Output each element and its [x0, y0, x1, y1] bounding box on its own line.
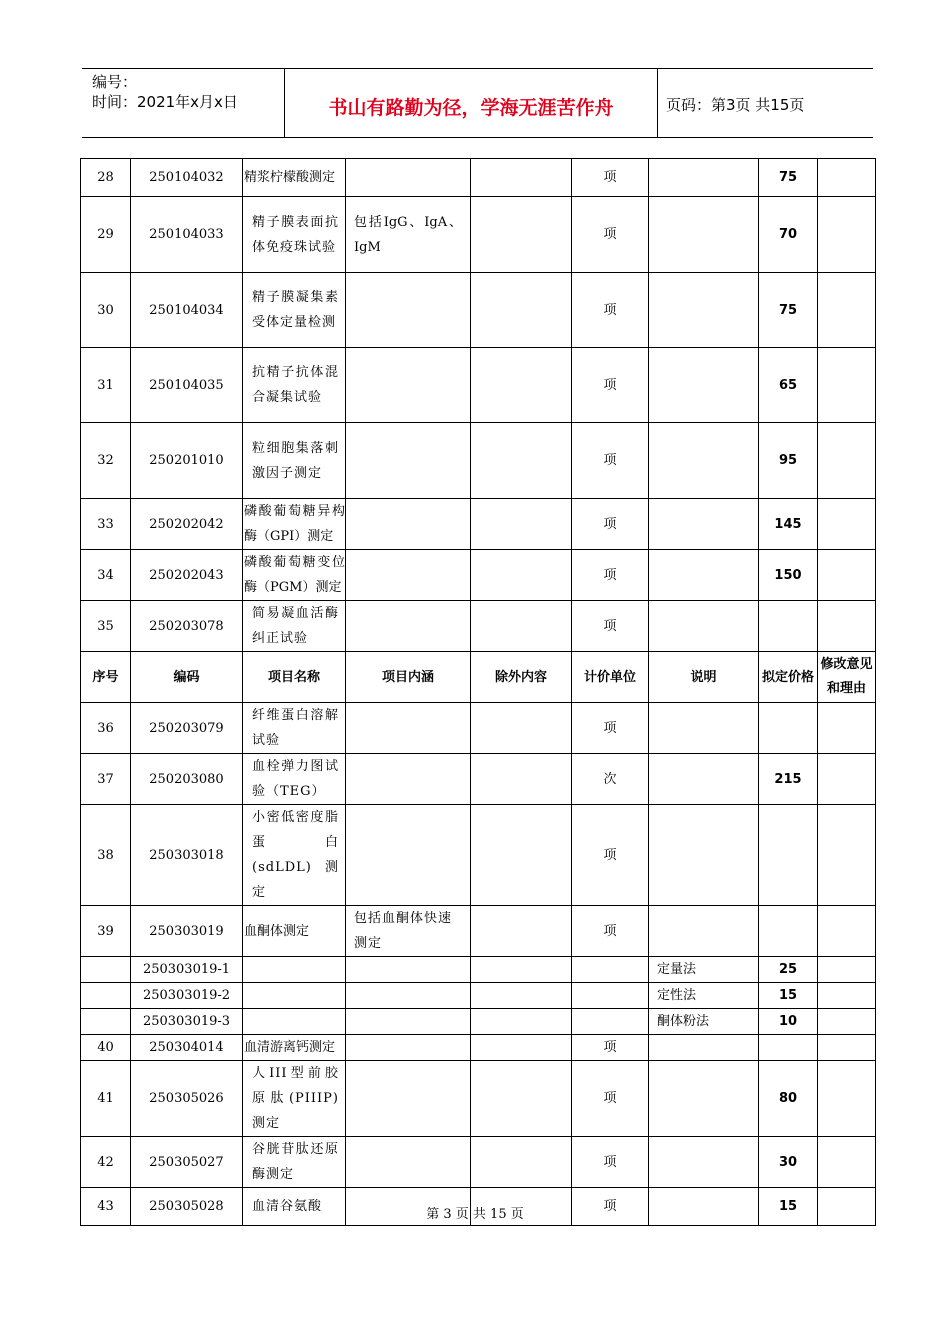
note-cell	[649, 550, 759, 601]
pricing-unit-cell: 项	[572, 805, 649, 906]
table-row	[81, 273, 876, 348]
header-meta	[82, 69, 285, 137]
row-number-cell: 30	[81, 273, 131, 348]
note-cell	[649, 499, 759, 550]
price-cell: 15	[759, 983, 818, 1009]
pricing-unit-cell: 项	[572, 550, 649, 601]
note-cell	[649, 159, 759, 197]
item-content-cell	[346, 805, 471, 906]
item-name-cell	[243, 1035, 346, 1061]
item-content-cell	[346, 957, 471, 983]
remarks-cell	[818, 1137, 876, 1188]
exclusion-cell	[471, 499, 572, 550]
column-header: 编码	[131, 652, 243, 703]
price-cell: 145	[759, 499, 818, 550]
item-name-cell	[243, 423, 346, 499]
item-name-cell-text: 血清谷氨酸	[252, 1199, 323, 1214]
page-header	[82, 68, 873, 138]
item-name-cell-text: 血清游离钙测定	[244, 1040, 336, 1055]
column-header: 序号	[81, 652, 131, 703]
column-header: 项目名称	[243, 652, 346, 703]
item-name-cell-text: 磷酸葡萄糖异构酶（GPI）测定	[244, 504, 345, 544]
item-code-cell: 250104035	[131, 348, 243, 423]
table-row	[81, 197, 876, 273]
item-name-cell	[243, 805, 346, 906]
row-number-cell: 34	[81, 550, 131, 601]
note-cell	[649, 1035, 759, 1061]
table-header-row	[81, 652, 876, 703]
row-number-cell	[81, 1009, 131, 1035]
document-number-label: 编号：	[92, 73, 138, 91]
table-row	[81, 1009, 876, 1035]
row-number-cell: 37	[81, 754, 131, 805]
item-code-cell: 250104032	[131, 159, 243, 197]
item-code-cell: 250303019-1	[131, 957, 243, 983]
header-page-cell	[658, 69, 873, 137]
note-cell	[649, 423, 759, 499]
item-content-cell	[346, 1061, 471, 1137]
column-header: 说明	[649, 652, 759, 703]
item-code-cell: 250303018	[131, 805, 243, 906]
remarks-cell	[818, 1035, 876, 1061]
row-number-cell: 33	[81, 499, 131, 550]
row-number-cell: 39	[81, 906, 131, 957]
item-content-cell-text: 包括血酮体快速测定	[354, 911, 453, 951]
table-row	[81, 805, 876, 906]
item-content-cell	[346, 499, 471, 550]
pricing-unit-cell: 项	[572, 159, 649, 197]
item-name-cell-text: 抗精子抗体混合凝集试验	[252, 365, 339, 405]
column-header: 计价单位	[572, 652, 649, 703]
item-content-cell	[346, 159, 471, 197]
pricing-unit-cell: 项	[572, 273, 649, 348]
remarks-cell	[818, 423, 876, 499]
exclusion-cell	[471, 805, 572, 906]
item-content-cell	[346, 550, 471, 601]
item-code-cell: 250304014	[131, 1035, 243, 1061]
remarks-cell	[818, 805, 876, 906]
item-name-cell-text: 精浆柠檬酸测定	[244, 170, 336, 185]
item-name-cell-text: 精子膜表面抗体免疫珠试验	[252, 214, 339, 255]
table-row	[81, 983, 876, 1009]
item-name-cell-text: 小密低密度脂蛋白(sdLDL)测定	[252, 810, 339, 900]
item-name-cell	[243, 273, 346, 348]
price-cell	[759, 906, 818, 957]
note-cell	[649, 348, 759, 423]
item-name-cell	[243, 754, 346, 805]
item-name-cell	[243, 159, 346, 197]
item-name-cell	[243, 957, 346, 983]
exclusion-cell	[471, 703, 572, 754]
item-content-cell	[346, 1009, 471, 1035]
item-content-cell	[346, 273, 471, 348]
pricing-unit-cell	[572, 1009, 649, 1035]
remarks-cell	[818, 906, 876, 957]
item-name-cell-text: 简易凝血活酶纠正试验	[252, 606, 339, 646]
note-cell	[649, 273, 759, 348]
document-time-label: 时间：2021年x月x日	[92, 93, 238, 111]
item-code-cell: 250202043	[131, 550, 243, 601]
price-cell	[759, 703, 818, 754]
item-code-cell: 250203079	[131, 703, 243, 754]
pricing-unit-cell: 项	[572, 499, 649, 550]
item-code-cell: 250202042	[131, 499, 243, 550]
note-cell: 酮体粉法	[649, 1009, 759, 1035]
row-number-cell: 40	[81, 1035, 131, 1061]
price-cell: 65	[759, 348, 818, 423]
item-name-cell	[243, 1009, 346, 1035]
note-cell	[649, 703, 759, 754]
pricing-unit-cell: 项	[572, 601, 649, 652]
item-name-cell	[243, 983, 346, 1009]
remarks-cell	[818, 1061, 876, 1137]
item-code-cell: 250305027	[131, 1137, 243, 1188]
note-cell: 定量法	[649, 957, 759, 983]
item-content-cell	[346, 601, 471, 652]
remarks-cell	[818, 754, 876, 805]
remarks-cell	[818, 159, 876, 197]
header-motto: 书山有路勤为径，学海无涯苦作舟	[328, 97, 614, 119]
item-code-cell: 250203080	[131, 754, 243, 805]
item-content-cell-text: 包括IgG、IgA、IgM	[354, 214, 462, 255]
item-code-cell: 250303019-2	[131, 983, 243, 1009]
table-row	[81, 1137, 876, 1188]
table-row	[81, 348, 876, 423]
item-name-cell-text: 谷胱苷肽还原酶测定	[252, 1142, 339, 1182]
exclusion-cell	[471, 348, 572, 423]
item-content-cell	[346, 197, 471, 273]
row-number-cell: 41	[81, 1061, 131, 1137]
exclusion-cell	[471, 423, 572, 499]
table-row	[81, 754, 876, 805]
item-name-cell	[243, 550, 346, 601]
note-cell	[649, 197, 759, 273]
item-name-cell-text: 粒细胞集落刺激因子测定	[252, 440, 339, 481]
table-row	[81, 499, 876, 550]
pricing-unit-cell	[572, 983, 649, 1009]
note-cell	[649, 906, 759, 957]
item-name-cell-text: 纤维蛋白溶解试验	[252, 708, 339, 748]
table-row	[81, 423, 876, 499]
item-name-cell	[243, 499, 346, 550]
pricing-unit-cell: 项	[572, 703, 649, 754]
table-row	[81, 550, 876, 601]
header-motto-cell	[285, 69, 658, 137]
remarks-cell	[818, 499, 876, 550]
row-number-cell: 29	[81, 197, 131, 273]
item-name-cell	[243, 1137, 346, 1188]
table-row	[81, 703, 876, 754]
row-number-cell: 28	[81, 159, 131, 197]
note-cell	[649, 601, 759, 652]
item-code-cell: 250203078	[131, 601, 243, 652]
item-code-cell: 250305026	[131, 1061, 243, 1137]
exclusion-cell	[471, 754, 572, 805]
item-name-cell-text: 血酮体测定	[244, 923, 310, 939]
exclusion-cell	[471, 273, 572, 348]
table-row	[81, 601, 876, 652]
row-number-cell: 35	[81, 601, 131, 652]
column-header: 除外内容	[471, 652, 572, 703]
row-number-cell: 38	[81, 805, 131, 906]
pricing-unit-cell: 项	[572, 906, 649, 957]
exclusion-cell	[471, 159, 572, 197]
item-name-cell-text: 磷酸葡萄糖变位酶（PGM）测定	[244, 555, 345, 595]
pricing-unit-cell: 项	[572, 1137, 649, 1188]
remarks-cell	[818, 1009, 876, 1035]
item-code-cell: 250305028	[131, 1188, 243, 1226]
remarks-cell	[818, 957, 876, 983]
item-name-cell-text: 精子膜凝集素受体定量检测	[252, 290, 339, 330]
price-cell: 15	[759, 1188, 818, 1226]
exclusion-cell	[471, 1137, 572, 1188]
price-cell: 75	[759, 159, 818, 197]
item-content-cell	[346, 1137, 471, 1188]
row-number-cell	[81, 983, 131, 1009]
exclusion-cell	[471, 1061, 572, 1137]
price-cell: 10	[759, 1009, 818, 1035]
price-table	[80, 158, 876, 1226]
remarks-cell	[818, 550, 876, 601]
item-code-cell: 250104033	[131, 197, 243, 273]
remarks-cell	[818, 197, 876, 273]
item-content-cell	[346, 703, 471, 754]
remarks-cell	[818, 273, 876, 348]
item-code-cell: 250104034	[131, 273, 243, 348]
pricing-unit-cell: 项	[572, 1035, 649, 1061]
item-content-cell	[346, 906, 471, 957]
price-cell: 80	[759, 1061, 818, 1137]
item-name-cell	[243, 703, 346, 754]
price-cell	[759, 1035, 818, 1061]
price-cell: 215	[759, 754, 818, 805]
pricing-unit-cell: 项	[572, 197, 649, 273]
table-row	[81, 957, 876, 983]
exclusion-cell	[471, 1035, 572, 1061]
item-code-cell: 250303019	[131, 906, 243, 957]
exclusion-cell	[471, 601, 572, 652]
note-cell	[649, 805, 759, 906]
remarks-cell	[818, 983, 876, 1009]
item-name-cell	[243, 1061, 346, 1137]
pricing-unit-cell	[572, 957, 649, 983]
row-number-cell: 43	[81, 1188, 131, 1226]
table-row	[81, 1061, 876, 1137]
remarks-cell	[818, 703, 876, 754]
page-footer: 第 3 页 共 15 页	[426, 1207, 524, 1222]
item-code-cell: 250201010	[131, 423, 243, 499]
price-cell: 25	[759, 957, 818, 983]
item-content-cell	[346, 754, 471, 805]
note-cell	[649, 754, 759, 805]
item-name-cell	[243, 348, 346, 423]
note-cell	[649, 1061, 759, 1137]
item-content-cell	[346, 348, 471, 423]
table-row	[81, 159, 876, 197]
price-cell	[759, 601, 818, 652]
remarks-cell	[818, 601, 876, 652]
item-name-cell	[243, 906, 346, 957]
exclusion-cell	[471, 550, 572, 601]
pricing-unit-cell: 次	[572, 754, 649, 805]
row-number-cell: 31	[81, 348, 131, 423]
pricing-unit-cell: 项	[572, 1188, 649, 1226]
item-name-cell-text: 人III型前胶原肽(PIIIP)测定	[252, 1066, 339, 1131]
table-row	[81, 1035, 876, 1061]
header-page-label: 页码：第3页 共15页	[666, 96, 805, 114]
item-content-cell	[346, 1035, 471, 1061]
item-name-cell	[243, 601, 346, 652]
exclusion-cell	[471, 983, 572, 1009]
pricing-unit-cell: 项	[572, 423, 649, 499]
item-content-cell	[346, 423, 471, 499]
column-header: 拟定价格	[759, 652, 818, 703]
item-name-cell	[243, 197, 346, 273]
price-cell: 30	[759, 1137, 818, 1188]
note-cell: 定性法	[649, 983, 759, 1009]
exclusion-cell	[471, 197, 572, 273]
price-cell: 95	[759, 423, 818, 499]
item-content-cell	[346, 983, 471, 1009]
note-cell	[649, 1137, 759, 1188]
exclusion-cell	[471, 906, 572, 957]
row-number-cell: 36	[81, 703, 131, 754]
row-number-cell: 42	[81, 1137, 131, 1188]
price-cell: 70	[759, 197, 818, 273]
table-row	[81, 906, 876, 957]
row-number-cell	[81, 957, 131, 983]
item-code-cell: 250303019-3	[131, 1009, 243, 1035]
price-cell: 75	[759, 273, 818, 348]
price-cell: 150	[759, 550, 818, 601]
pricing-unit-cell: 项	[572, 1061, 649, 1137]
remarks-cell	[818, 348, 876, 423]
exclusion-cell	[471, 957, 572, 983]
column-header: 修改意见和理由	[818, 652, 876, 703]
price-cell	[759, 805, 818, 906]
column-header: 项目内涵	[346, 652, 471, 703]
item-name-cell-text: 血栓弹力图试验（TEG）	[252, 759, 339, 799]
exclusion-cell	[471, 1009, 572, 1035]
pricing-unit-cell: 项	[572, 348, 649, 423]
row-number-cell: 32	[81, 423, 131, 499]
